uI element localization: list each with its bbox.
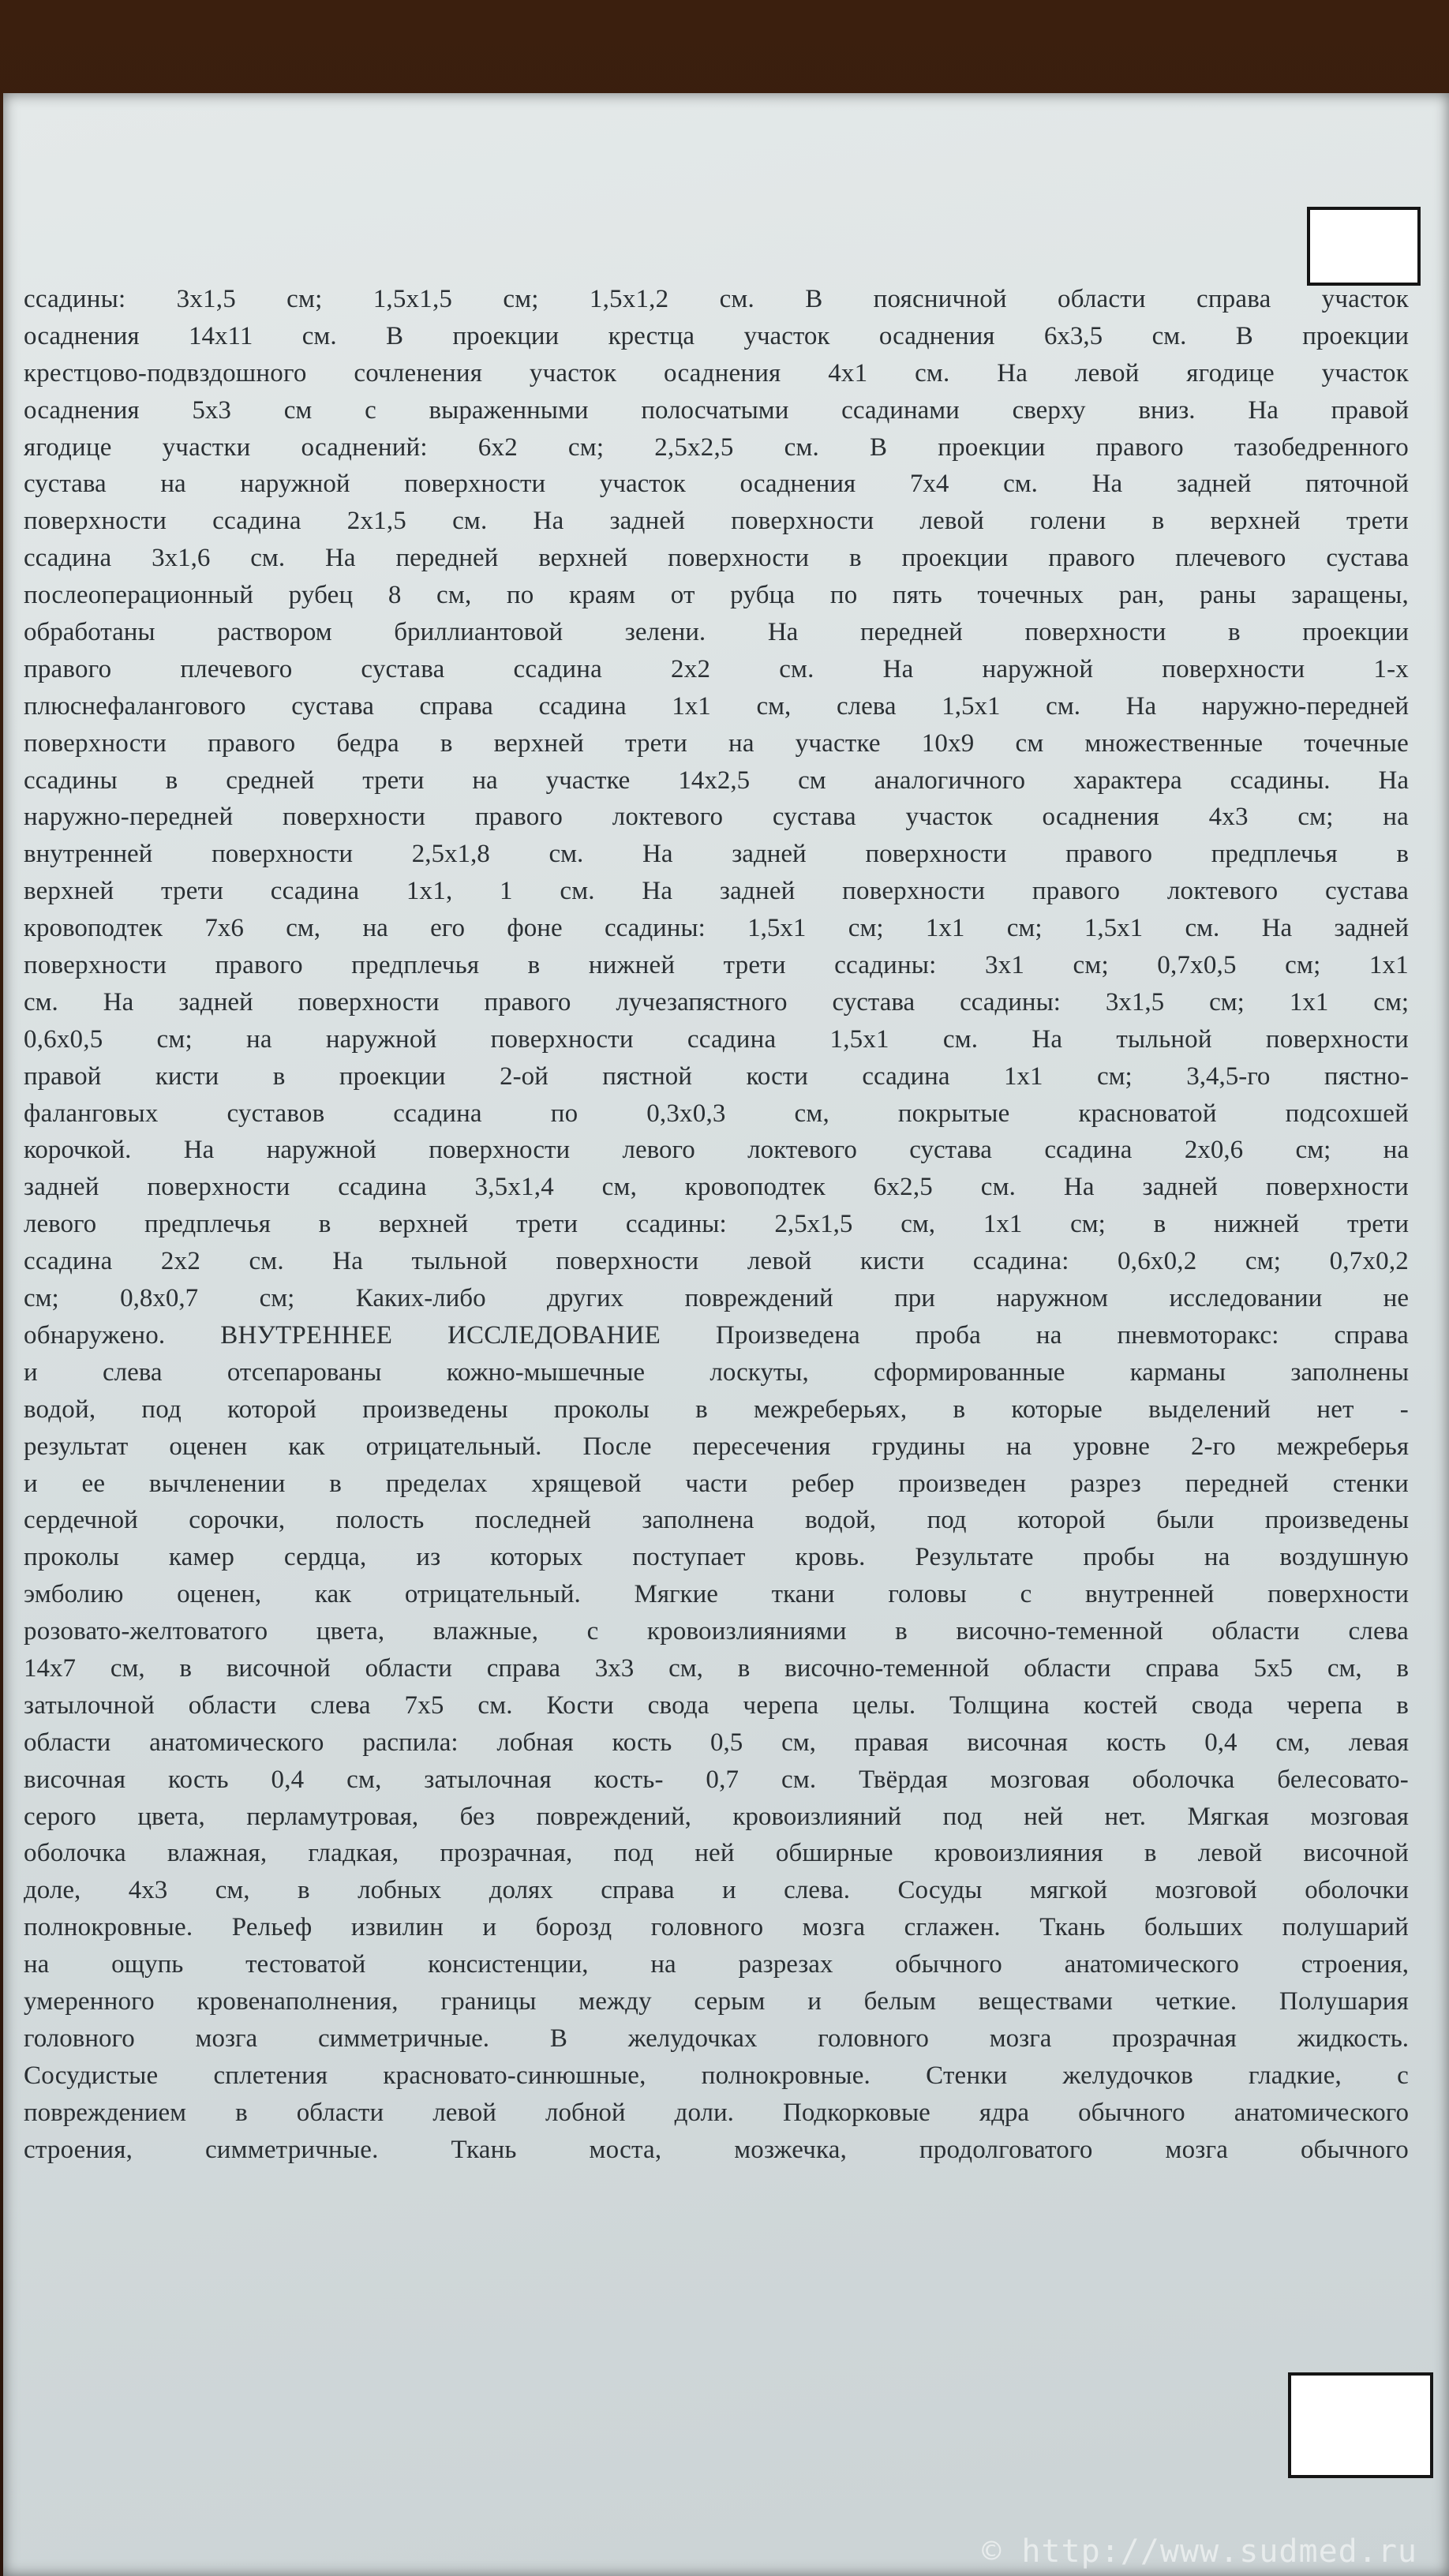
text-line: обнаружено. ВНУТРЕННЕЕ ИССЛЕДОВАНИЕ Произведена проба на пневмоторакс: справа [24,1320,1409,1350]
text-line: ягодице участки осаднений: 6х2 см; 2,5х2,5 см. В проекции правого тазобедренного [24,432,1409,462]
text-line: области анатомического распила: лобная кость 0,5 см, правая височная кость 0,4 см, левая [24,1728,1409,1757]
text-line: поверхности ссадина 2х1,5 см. На задней поверхности левой голени в верхней трети [24,507,1409,536]
text-line: серого цвета, перламутровая, без повреждений, кровоизлияний под ней нет. Мягкая мозговая [24,1802,1409,1831]
text-line: эмболию оценен, как отрицательный. Мягкие ткани головы с внутренней поверхности [24,1580,1409,1609]
text-line: наружно-передней поверхности правого локтевого сустава участок осаднения 4х3 см; на [24,803,1409,832]
text-line: крестцово-подвздошного сочленения участок осаднения 4х1 см. На левой ягодице участок [24,358,1409,388]
text-line: водой, под которой произведены проколы в межреберьях, в которые выделений нет - [24,1395,1409,1424]
document-body [24,281,1409,2168]
text-line: послеоперационный рубец 8 см, по краям от рубца по пять точечных ран, раны заращены, [24,581,1409,610]
text-line: кровоподтек 7х6 см, на его фоне ссадины: 1,5х1 см; 1х1 см; 1,5х1 см. На задней [24,914,1409,943]
text-line: ссадина 3х1,6 см. На передней верхней поверхности в проекции правого плечевого сустава [24,544,1409,573]
text-line: задней поверхности ссадина 3,5х1,4 см, кровоподтек 6х2,5 см. На задней поверхности [24,1173,1409,1202]
text-line: внутренней поверхности 2,5х1,8 см. На задней поверхности правого предплечья в [24,840,1409,869]
redaction-box-top [1307,207,1421,286]
redaction-box-bottom [1288,2372,1433,2478]
text-line: корочкой. На наружной поверхности левого локтевого сустава ссадина 2х0,6 см; на [24,1136,1409,1165]
text-line: и ее вычленении в пределах хрящевой части ребер произведен разрез передней стенки [24,1469,1409,1498]
text-line: фаланговых суставов ссадина по 0,3х0,3 см, покрытые красноватой подсохшей [24,1099,1409,1128]
text-line: верхней трети ссадина 1х1, 1 см. На задней поверхности правого локтевого сустава [24,877,1409,906]
text-line: умеренного кровенаполнения, границы между серым и белым веществами четкие. Полушария [24,1986,1409,2016]
text-line: оболочка влажная, гладкая, прозрачная, под ней обширные кровоизлияния в левой височной [24,1839,1409,1868]
text-line: и слева отсепарованы кожно-мышечные лоскуты, сформированные карманы заполнены [24,1357,1409,1387]
text-line: см. На задней поверхности правого лучезапястного сустава ссадины: 3х1,5 см; 1х1 см; [24,987,1409,1017]
text-line: ссадины: 3х1,5 см; 1,5х1,5 см; 1,5х1,2 см. В поясничной области справа участок [24,285,1409,313]
text-line: 14х7 см, в височной области справа 3х3 см, в височно-теменной области справа 5х5 см, в [24,1653,1409,1683]
text-line: ссадина 2х2 см. На тыльной поверхности левой кисти ссадина: 0,6х0,2 см; 0,7х0,2 [24,1247,1409,1276]
text-line: Сосудистые сплетения красновато-синюшные, полнокровные. Стенки желудочков гладкие, с [24,2061,1409,2090]
text-line: см; 0,8х0,7 см; Каких-либо других повреждений при наружном исследовании не [24,1284,1409,1313]
text-line: височная кость 0,4 см, затылочная кость- 0,7 см. Твёрдая мозговая оболочка белесовато- [24,1765,1409,1794]
text-line: осаднения 14х11 см. В проекции крестца участок осаднения 6х3,5 см. В проекции [24,321,1409,350]
text-line: повреждением в области левой лобной доли. Подкорковые ядра обычного анатомического [24,2098,1409,2127]
text-line: строения, симметричные. Ткань моста, мозжечка, продолговатого мозга обычного [24,2135,1409,2164]
text-line: сердечной сорочки, полость последней заполнена водой, под которой были произведены [24,1506,1409,1535]
text-line: доле, 4х3 см, в лобных долях справа и слева. Сосуды мягкой мозговой оболочки [24,1876,1409,1905]
text-line: правой кисти в проекции 2-ой пястной кости ссадина 1х1 см; 3,4,5-го пястно- [24,1061,1409,1091]
text-line: правого плечевого сустава ссадина 2х2 см. На наружной поверхности 1-х [24,654,1409,683]
text-line: осаднения 5х3 см с выраженными полосчатыми ссадинами сверху вниз. На правой [24,395,1409,425]
text-line: обработаны раствором бриллиантовой зелени. На передней поверхности в проекции [24,618,1409,647]
text-line: поверхности правого бедра в верхней трети на участке 10х9 см множественные точечные [24,728,1409,758]
text-line: поверхности правого предплечья в нижней трети ссадины: 3х1 см; 0,7х0,5 см; 1х1 [24,951,1409,980]
text-line: на ощупь тестоватой консистенции, на разрезах обычного анатомического строения, [24,1950,1409,1979]
text-line: сустава на наружной поверхности участок осаднения 7х4 см. На задней пяточной [24,470,1409,499]
text-line: проколы камер сердца, из которых поступает кровь. Результате пробы на воздушную [24,1543,1409,1572]
text-line: ссадины в средней трети на участке 14х2,5 см аналогичного характера ссадины. На [24,766,1409,795]
watermark: © http://www.sudmed.ru [982,2533,1417,2570]
text-line: затылочной области слева 7х5 см. Кости свода черепа целы. Толщина костей свода черепа в [24,1690,1409,1720]
text-line: плюснефалангового сустава справа ссадина 1х1 см, слева 1,5х1 см. На наружно-передней [24,691,1409,721]
text-line: полнокровные. Рельеф извилин и борозд головного мозга сглажен. Ткань больших полушарий [24,1913,1409,1942]
text-line: результат оценен как отрицательный. После пересечения грудины на уровне 2-го межреберья [24,1432,1409,1461]
text-line: левого предплечья в верхней трети ссадины: 2,5х1,5 см, 1х1 см; в нижней трети [24,1210,1409,1239]
text-line: розовато-желтоватого цвета, влажные, с кровоизлияниями в височно-теменной области слева [24,1617,1409,1646]
text-line: головного мозга симметричные. В желудочках головного мозга прозрачная жидкость. [24,2024,1409,2053]
text-line: 0,6х0,5 см; на наружной поверхности ссадина 1,5х1 см. На тыльной поверхности [24,1024,1409,1054]
